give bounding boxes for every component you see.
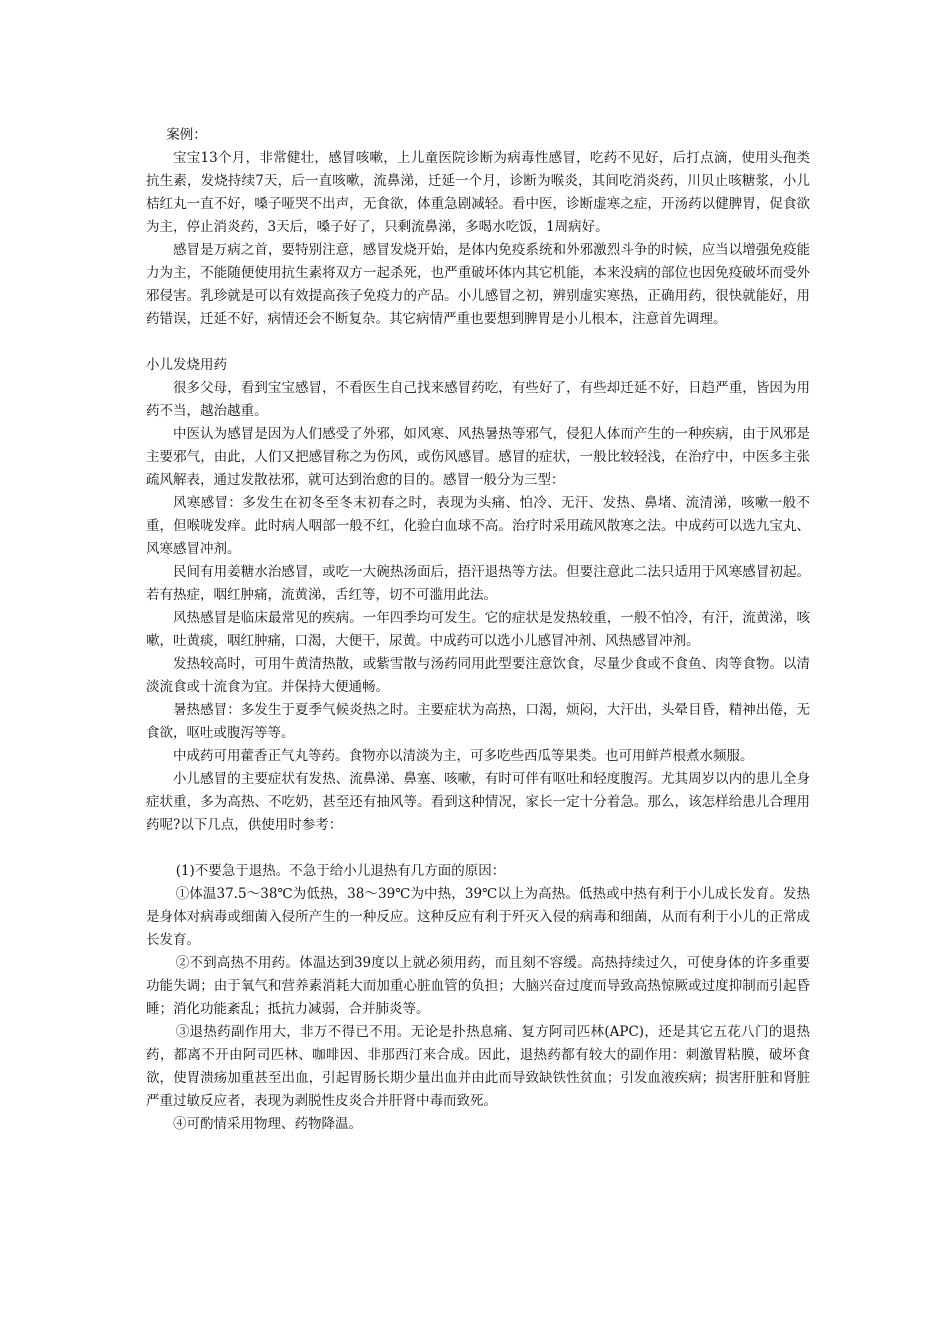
point-item: ①体温37.5～38℃为低热，38～39℃为中热，39℃以上为高热。低热或中热有利于小儿成长发育。发热是身体对病毒或细菌入侵所产生的一种反应。这种反应有利于歼灭入侵的病毒和细菌，从而有利于小儿的正常成长发育。: [146, 886, 810, 948]
points-intro: (1)不要急于退热。不急于给小儿退热有几方面的原因：: [175, 863, 506, 879]
paragraph-gap: [146, 837, 810, 860]
case-label: 案例：: [166, 127, 207, 143]
section-paragraph: 民间有用姜糖水治感冒，或吃一大碗热汤面后，捂汗退热等方法。但要注意此二法只适用于风寒感冒初起。若有热症，咽红肿痛，流黄涕，舌红等，切不可滥用此法。: [146, 564, 810, 603]
section-paragraph: 暑热感冒：多发生于夏季气候炎热之时。主要症状为高热，口渴，烦闷，大汗出，头晕目昏，精神出倦，无食欲，呕吐或腹泻等等。: [146, 702, 810, 741]
section-paragraph: 小儿感冒的主要症状有发热、流鼻涕、鼻塞、咳嗽，有时可伴有呕吐和轻度腹泻。尤其周岁以内的患儿全身症状重，多为高热、不吃奶，甚至还有抽风等。看到这种情况，家长一定十分着急。那么，该怎样给患儿合理用药呢?以下几点，供使用时参考：: [146, 771, 810, 833]
section-paragraph: 中医认为感冒是因为人们感受了外邪，如风寒、风热暑热等邪气，侵犯人体而产生的一种疾病，由于风邪是主要邪气，由此，人们又把感冒称之为伤风，或伤风感冒。感冒的症状，一般比较轻浅，在治疗中，中医多主张疏风解表，通过发散祛邪，就可达到治愈的目的。感冒一般分为三型：: [146, 426, 810, 488]
point-item: ②不到高热不用药。体温达到39度以上就必须用药，而且刻不容缓。高热持续过久，可使身体的许多重要功能失调；由于氧气和营养素消耗大而加重心脏血管的负担；大脑兴奋过度而导致高热惊厥或过度抑制而引起昏睡；消化功能紊乱；抵抗力减弱，合并肺炎等。: [146, 955, 810, 1017]
section-paragraph: 风热感冒是临床最常见的疾病。一年四季均可发生。它的症状是发热较重，一般不怕冷，有汗，流黄涕，咳嗽，吐黄痰，咽红肿痛，口渴，大便干，尿黄。中成药可以选小儿感冒冲剂、风热感冒冲剂。: [146, 610, 810, 649]
section-paragraph: 中成药可用藿香正气丸等药。食物亦以清淡为主，可多吃些西瓜等果类。也可用鲜芦根煮水频服。: [173, 748, 754, 764]
section-paragraph: 发热较高时，可用牛黄清热散，或紫雪散与汤药同用此型要注意饮食，尽量少食或不食鱼、肉等食物。以清淡流食或十流食为宜。并保持大便通畅。: [146, 656, 810, 695]
case-paragraph-1: 宝宝13个月，非常健壮，感冒咳嗽，上儿童医院诊断为病毒性感冒，吃药不见好，后打点滴，使用头孢类抗生素，发烧持续7天，后一直咳嗽，流鼻涕，迁延一个月，诊断为喉炎，其间吃消炎药，川贝止咳糖浆，小儿桔红丸一直不好，嗓子哑哭不出声，无食欲，体重急剧减轻。看中医，诊断虚寒之症，开汤药以健脾胃，促食欲为主，停止消炎药，3天后，嗓子好了，只剩流鼻涕，多喝水吃饭，1周病好。: [146, 150, 810, 235]
case-paragraph-2: 感冒是万病之首，要特别注意，感冒发烧开始，是体内免疫系统和外邪激烈斗争的时候，应当以增强免疫能力为主，不能随便使用抗生素将双方一起杀死，也严重破坏体内其它机能，本来没病的部位也因免疫破坏而受外邪侵害。乳珍就是可以有效提高孩子免疫力的产品。小儿感冒之初，辨别虚实寒热，正确用药，很快就能好，用药错误，迁延不好，病情还会不断复杂。其它病情严重也要想到脾胃是小儿根本，注意首先调理。: [146, 242, 810, 327]
paragraph-gap: [146, 331, 810, 354]
section-paragraph: 风寒感冒：多发生在初冬至冬末初春之时，表现为头痛、怕冷、无汗、发热、鼻堵、流清涕，咳嗽一般不重，但喉咙发痒。此时病人咽部一般不红，化验白血球不高。治疗时采用疏风散寒之法。中成药可以选九宝丸、风寒感冒冲剂。: [146, 495, 810, 557]
section-title: 小儿发烧用药: [146, 357, 227, 373]
point-item: ④可酌情采用物理、药物降温。: [173, 1116, 362, 1132]
document-page: [146, 124, 810, 1136]
point-item: ③退热药副作用大，非万不得已不用。无论是扑热息痛、复方阿司匹林(APC)，还是其它五花八门的退热药，都离不开由阿司匹林、咖啡因、非那西汀来合成。因此，退热药都有较大的副作用：刺激胃粘膜，破坏食欲，使胃溃疡加重甚至出血，引起胃肠长期少量出血并由此而导致缺铁性贫血；引发血液疾病；损害肝脏和肾脏严重过敏反应者，表现为剥脱性皮炎合并肝肾中毒而致死。: [146, 1024, 810, 1109]
section-paragraph: 很多父母，看到宝宝感冒，不看医生自己找来感冒药吃，有些好了，有些却迁延不好，日趋严重，皆因为用药不当，越治越重。: [146, 380, 810, 419]
